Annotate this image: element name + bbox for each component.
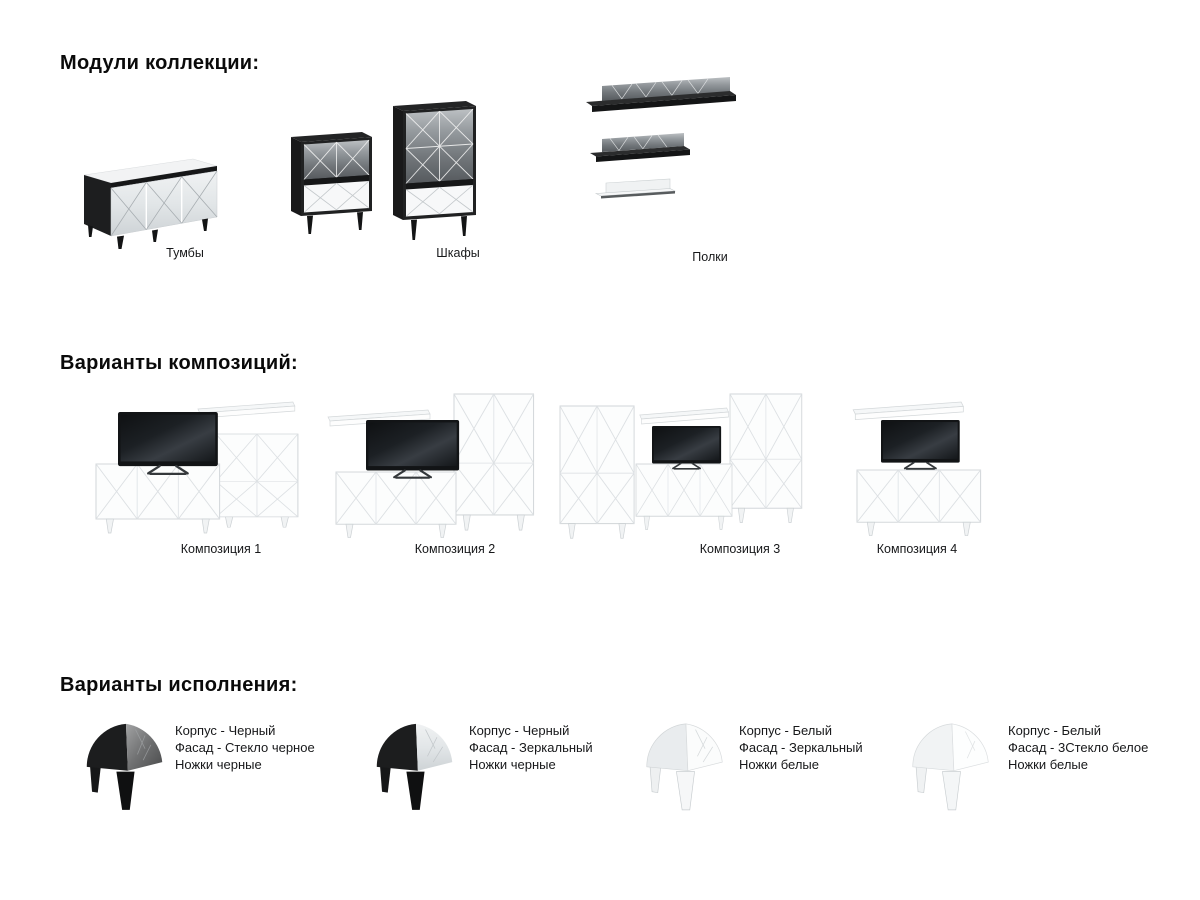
finish-3-text — [739, 722, 863, 773]
finish-3-line-nozhki: Ножки белые — [739, 757, 819, 772]
finish-2-text — [469, 722, 593, 773]
tumba-black-image — [76, 148, 228, 252]
module-label-tumby: Тумбы — [166, 246, 204, 260]
composition-1-label: Композиция 1 — [180, 542, 262, 556]
finish-swatch-white-glass — [908, 716, 994, 812]
finish-2-line-korpus: Корпус - Черный — [469, 723, 570, 738]
composition-4-label: Композиция 4 — [876, 542, 958, 556]
module-label-shkafy: Шкафы — [436, 246, 480, 260]
finish-1-line-fasad: Фасад - Стекло черное — [175, 740, 315, 755]
small-cabinet — [291, 132, 372, 234]
composition-1-image — [84, 388, 309, 540]
tall-cabinet — [393, 101, 476, 240]
composition-3-label: Композиция 3 — [699, 542, 781, 556]
compositions-heading: Варианты композиций: — [60, 352, 299, 374]
modules-heading: Модули коллекции: — [60, 52, 260, 74]
finish-4-text — [1008, 722, 1148, 773]
finish-1-line-korpus: Корпус - Черный — [175, 723, 276, 738]
finish-1-line-nozhki: Ножки черные — [175, 757, 262, 772]
finish-swatch-black-glass — [82, 716, 168, 812]
finishes-heading: Варианты исполнения: — [60, 674, 298, 696]
finish-swatch-white-mirror — [642, 716, 728, 812]
finish-3-line-korpus: Корпус - Белый — [739, 723, 832, 738]
finish-2-line-fasad: Фасад - Зеркальный — [469, 740, 593, 755]
finish-3-line-fasad: Фасад - Зеркальный — [739, 740, 863, 755]
finish-swatch-black-mirror — [372, 716, 458, 812]
finish-4-line-fasad: Фасад - 3Стекло белое — [1008, 740, 1149, 755]
module-label-polki: Полки — [692, 250, 728, 264]
composition-2-image — [322, 384, 537, 542]
cabinets-image — [283, 84, 493, 252]
composition-3-image — [556, 380, 806, 548]
finish-4-line-korpus: Корпус - Белый — [1008, 723, 1101, 738]
composition-4-image — [842, 386, 994, 538]
composition-2-label: Композиция 2 — [414, 542, 496, 556]
finish-2-line-nozhki: Ножки черные — [469, 757, 556, 772]
finish-1-text — [175, 722, 315, 773]
finish-4-line-nozhki: Ножки белые — [1008, 757, 1088, 772]
shelves-image — [578, 76, 738, 218]
